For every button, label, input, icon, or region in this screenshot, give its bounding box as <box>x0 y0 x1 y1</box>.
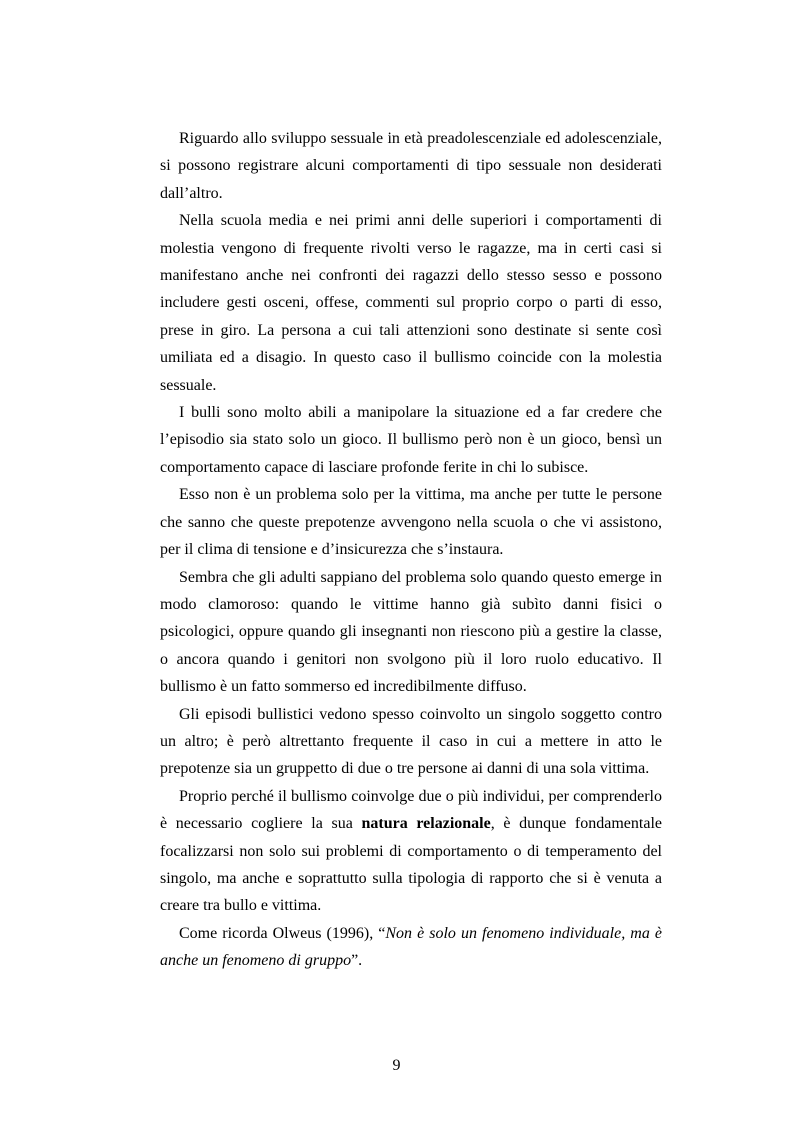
paragraph-3: I bulli sono molto abili a manipolare la situazione ed a far credere che l’episodio sia stato solo un gioco. Il bullismo però non è un gioco, bensì un comportamento capace di lasciare profonde ferite in chi lo subisce. <box>160 404 662 476</box>
body-text <box>160 125 662 975</box>
paragraph-8-text-end: ”. <box>351 952 363 970</box>
page-number: 9 <box>392 1057 401 1074</box>
paragraph-6: Gli episodi bullistici vedono spesso coinvolto un singolo soggetto contro un altro; è però altrettanto frequente il caso in cui a mettere in atto le prepotenze sia un gruppetto di due o tre persone ai danni di una sola vittima. <box>160 705 662 778</box>
paragraph-7-text-start: Proprio perché il bullismo coinvolge due o più individui, per comprenderlo è necessario cogliere la sua <box>160 787 662 833</box>
paragraph-4: Esso non è un problema solo per la vittima, ma anche per tutte le persone che sanno che queste prepotenze avvengono nella scuola o che vi assistono, per il clima di tensione e d’insicurezza che s’instaura. <box>160 486 662 559</box>
paragraph-8-text-start: Come ricorda Olweus (1996), “ <box>179 924 386 942</box>
paragraph-7 <box>160 783 662 920</box>
paragraph-8 <box>160 920 662 975</box>
italic-quote: Non è solo un fenomeno individuale, ma è anche un fenomeno di gruppo <box>160 924 662 970</box>
paragraph-5: Sembra che gli adulti sappiano del problema solo quando questo emerge in modo clamoroso: quando le vittime hanno già subìto danni fisici o psicologici, oppure quando gli insegnanti non riescono più a gestire la classe, o ancora quando i genitori non svolgono più il loro ruolo educativo. Il bullismo è un fatto sommerso ed incredibilmente diffuso. <box>160 568 662 696</box>
paragraph-2: Nella scuola media e nei primi anni delle superiori i comportamenti di molestia vengono di frequente rivolti verso le ragazze, ma in certi casi si manifestano anche nei confronti dei ragazzi dello stesso sesso e possono includere gesti osceni, offese, commenti sul proprio corpo o parti di esso, prese in giro. La persona a cui tali attenzioni sono destinate si sente così umiliata ed a disagio. In questo caso il bullismo coincide con la molestia sessuale. <box>160 212 662 394</box>
paragraph-7-text-end: , è dunque fondamentale focalizzarsi non solo sui problemi di comportamento o di temperamento del singolo, ma anche e soprattutto sulla tipologia di rapporto che si è venuta a creare tra bullo e vittima. <box>160 815 662 915</box>
paragraph-1: Riguardo allo sviluppo sessuale in età preadolescenziale ed adolescenziale, si possono registrare alcuni comportamenti di tipo sessuale non desiderati dall’altro. <box>160 130 662 202</box>
bold-term-natura-relazionale: natura relazionale <box>361 815 491 833</box>
